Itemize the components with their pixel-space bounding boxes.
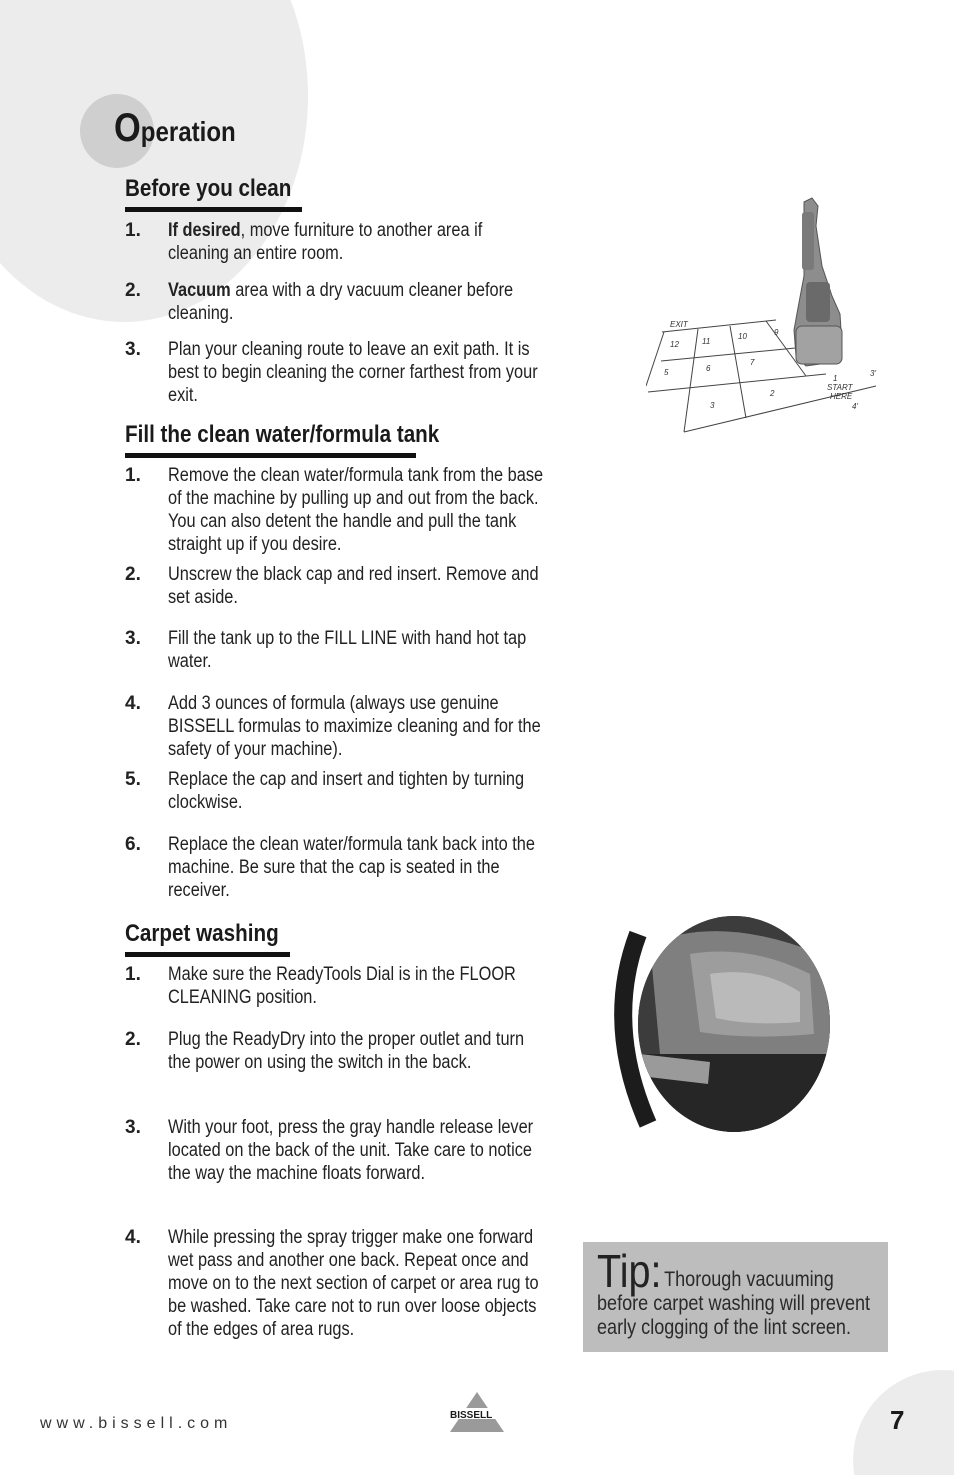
step-number: 4. [125,1227,141,1248]
step-text [168,279,546,325]
heading-underline [125,453,416,458]
start-label: START [827,383,853,392]
step-number: 6. [125,834,141,855]
page-number: 7 [890,1405,905,1435]
step-bold: Vacuum [168,280,231,301]
step-text: While pressing the spray trigger make one forward wet pass and another one back. Repeat once and move on to the next section of carpet or area rug to be washed. Take care not to run over loose objects of the edges of area rugs. [168,1227,539,1340]
step-text: Plan your cleaning route to leave an exit path. It is best to begin cleaning the corner farthest from your exit. [168,339,538,406]
section-heading: Before you clean [125,175,292,202]
step-number: 1. [125,220,141,241]
grid-number: 3' [870,369,876,378]
step-text: Unscrew the black cap and red insert. Remove and set aside. [168,564,539,608]
step-text: Plug the ReadyDry into the proper outlet and turn the power on using the switch in the back. [168,1029,525,1073]
start-label: HERE [830,392,853,401]
section-heading: Fill the clean water/formula tank [125,421,440,448]
start-label: 1 [833,374,838,383]
step-text: Replace the clean water/formula tank back into the machine. Be sure that the cap is seated in the receiver. [168,834,535,901]
grid-number: 11 [702,337,711,346]
website-url: www.bissell.com [40,1415,233,1432]
step-number: 2. [125,564,141,585]
step-number: 5. [125,769,141,790]
logo-text: BISSELL [450,1410,493,1421]
step-text: With your foot, press the gray handle release lever located on the back of the unit. Take care to notice the way the machine floats forward. [168,1117,534,1184]
step-text: Replace the cap and insert and tighten by turning clockwise. [168,769,525,813]
grid-number: 12 [670,340,679,349]
bissell-logo [446,1390,508,1434]
title-initial: O [114,106,141,150]
step-text: Add 3 ounces of formula (always use genuine BISSELL formulas to maximize cleaning and for the safety of your machine). [168,693,541,760]
section-heading: Carpet washing [125,920,279,947]
step-text: Remove the clean water/formula tank from the base of the machine by pulling up and out from the back. You can also detent the handle and pull the tank straight up if you desire. [168,465,544,555]
cleaning-route-illustration [646,196,886,442]
grid-number: 5 [664,368,669,377]
section-before-you-clean [125,175,545,406]
grid-number: 6 [706,364,711,373]
heading-underline [125,207,302,212]
step-number: 4. [125,693,141,714]
grid-number: 10 [738,332,747,341]
grid-number: 2 [770,389,775,398]
step-number: 3. [125,339,141,360]
step-text: Fill the tank up to the FILL LINE with hand hot tap water. [168,628,527,672]
grid-number: 9 [774,328,779,337]
step-number: 2. [125,280,141,301]
step-number: 3. [125,628,141,649]
step-body: area with a dry vacuum cleaner before cleaning. [168,280,514,324]
background-shape [0,0,308,322]
step-number: 1. [125,465,141,486]
grid-number: 3 [710,401,715,410]
tip-text: Thorough vacuuming before carpet washing will prevent early clogging of the lint screen. [597,1268,871,1339]
section-fill-tank [125,421,545,901]
page-title [114,106,236,151]
heading-underline [125,952,290,957]
grid-number: 4' [852,402,858,411]
tip-label: Tip: [597,1245,662,1297]
step-body: , move furniture to another area if cleaning an entire room. [168,220,483,264]
step-text: Make sure the ReadyTools Dial is in the FLOOR CLEANING position. [168,964,516,1008]
step-bold: If desired [168,220,241,241]
section-carpet-washing [125,920,545,1340]
carpet-cleaner-machine [794,198,842,366]
tank-closeup-photo [600,914,836,1144]
step-number: 1. [125,964,141,985]
grid-number: 7 [750,358,755,367]
step-number: 2. [125,1029,141,1050]
exit-label: EXIT [670,320,688,329]
step-text [168,219,546,265]
tip-box [583,1242,888,1352]
title-rest: peration [140,116,236,147]
step-number: 3. [125,1117,141,1138]
